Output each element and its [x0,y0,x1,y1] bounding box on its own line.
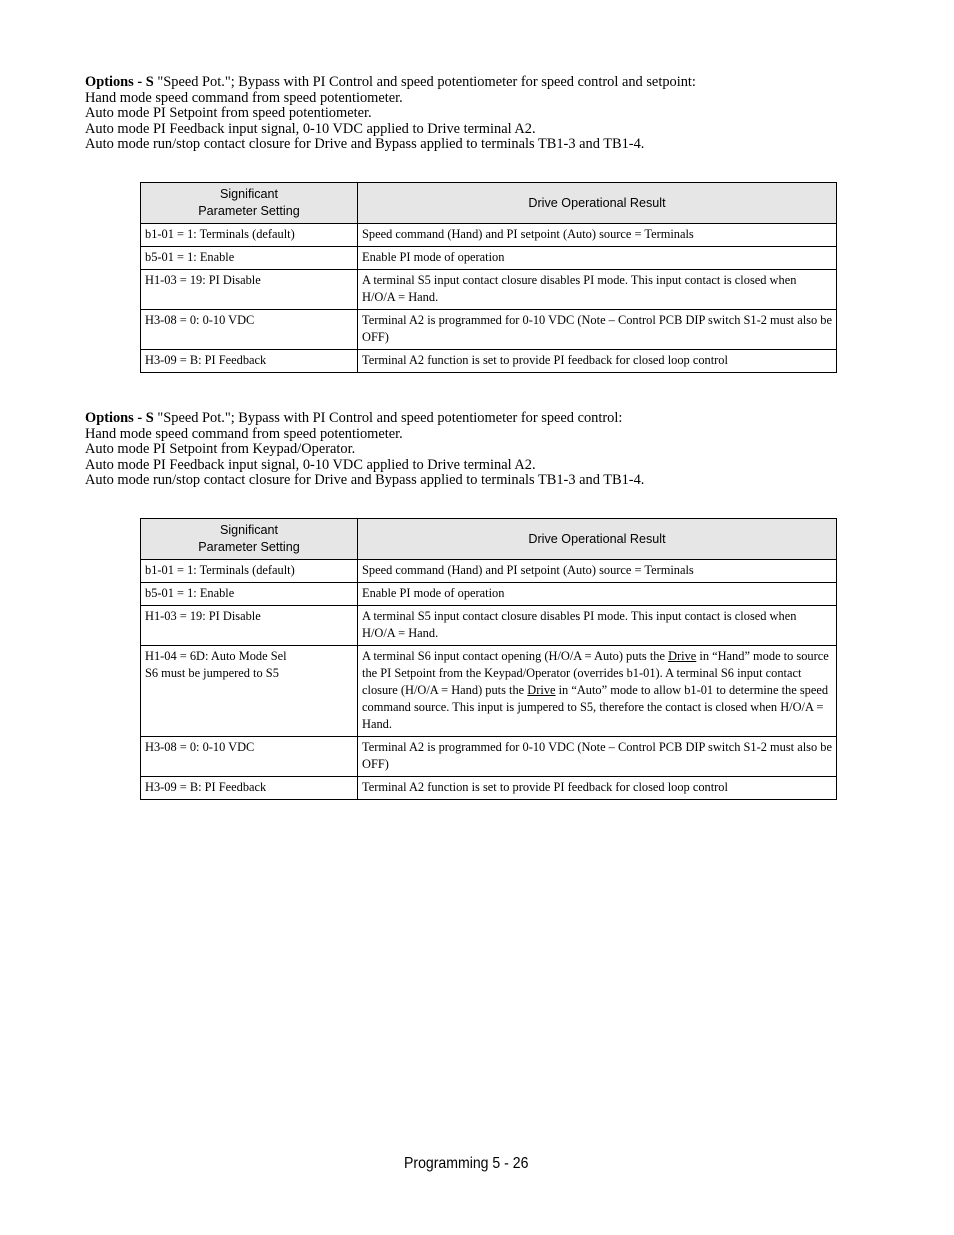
param-cell: b1-01 = 1: Terminals (default) [141,224,358,247]
drive-underlined-term: Drive [668,649,697,663]
section2-heading-text: "Speed Pot."; Bypass with PI Control and speed potentiometer for speed control: [153,410,623,426]
header-param-line1: Significant [219,187,279,201]
section1-line: Auto mode PI Feedback input signal, 0-10 VDC applied to Drive terminal A2. [85,120,536,137]
param-cell: H3-09 = B: PI Feedback [141,350,358,373]
table-row [141,777,837,800]
table-row [141,350,837,373]
section2-parameter-table [140,518,837,800]
section2-intro [85,411,865,489]
table-row [141,606,837,646]
result-text: in “Auto” mode to allow b1-01 to determine the speed command source. This input is jumpered to S5, therefore the contact is closed when H/O/A = Hand. [362,683,829,731]
header-drive-result: Drive Operational Result [358,183,837,224]
result-cell: A terminal S5 input contact closure disables PI mode. This input contact is closed when H/O/A = Hand. [358,606,837,646]
param-cell: b1-01 = 1: Terminals (default) [141,560,358,583]
result-cell: Enable PI mode of operation [358,583,837,606]
table-row [141,583,837,606]
section2-heading [85,411,865,427]
table-row [141,270,837,310]
result-cell: Terminal A2 function is set to provide PI feedback for closed loop control [358,777,837,800]
result-cell [358,646,837,737]
table-row [141,560,837,583]
section1-line: Hand mode speed command from speed potentiometer. [85,89,403,106]
section2-line: Hand mode speed command from speed potentiometer. [85,425,403,442]
param-cell: H3-08 = 0: 0-10 VDC [141,310,358,350]
result-text: in “Hand” mode to source the PI Setpoint from the Keypad/Operator (overrides b1-01). A terminal S6 input contact closure (H/O/A = Hand) puts the [362,649,829,697]
param-cell [141,646,358,737]
section1-heading [85,75,865,91]
section2-line: Auto mode PI Setpoint from Keypad/Operator. [85,441,356,457]
section1-line: Auto mode run/stop contact closure for Drive and Bypass applied to terminals TB1-3 and TB1-4. [85,136,645,152]
result-cell: Terminal A2 is programmed for 0-10 VDC (Note – Control PCB DIP switch S1-2 must also be OFF) [358,737,837,777]
table-header-row [141,519,837,560]
param-cell: H3-08 = 0: 0-10 VDC [141,737,358,777]
table-row [141,646,837,737]
table-row [141,247,837,270]
drive-underlined-term: Drive [527,683,556,697]
page-footer: Programming 5 - 26 [404,1155,529,1172]
result-cell: Speed command (Hand) and PI setpoint (Auto) source = Terminals [358,560,837,583]
param-cell: b5-01 = 1: Enable [141,247,358,270]
param-line: H1-04 = 6D: Auto Mode Sel [145,649,287,663]
header-drive-result: Drive Operational Result [358,519,837,560]
table-header-row [141,183,837,224]
result-cell: Enable PI mode of operation [358,247,837,270]
section1-parameter-table [140,182,837,373]
section2-heading-bold: Options - S [85,410,154,426]
header-parameter-setting [141,183,358,224]
param-cell: H1-03 = 19: PI Disable [141,270,358,310]
result-cell: A terminal S5 input contact closure disables PI mode. This input contact is closed when H/O/A = Hand. [358,270,837,310]
param-line: S6 must be jumpered to S5 [145,666,279,680]
result-cell: Terminal A2 function is set to provide PI feedback for closed loop control [358,350,837,373]
header-param-line2: Parameter Setting [198,204,300,218]
section1-intro [85,75,865,153]
result-cell: Speed command (Hand) and PI setpoint (Auto) source = Terminals [358,224,837,247]
param-cell: H1-03 = 19: PI Disable [141,606,358,646]
table-row [141,310,837,350]
section1-heading-bold: Options - S [85,74,154,90]
section1-line: Auto mode PI Setpoint from speed potentiometer. [85,105,372,121]
header-param-line2: Parameter Setting [198,540,300,554]
param-cell: b5-01 = 1: Enable [141,583,358,606]
result-text: A terminal S6 input contact opening (H/O/A = Auto) puts the [362,649,669,663]
section2-line: Auto mode PI Feedback input signal, 0-10 VDC applied to Drive terminal A2. [85,456,536,473]
section2-line: Auto mode run/stop contact closure for Drive and Bypass applied to terminals TB1-3 and TB1-4. [85,472,645,488]
header-parameter-setting [141,519,358,560]
result-cell: Terminal A2 is programmed for 0-10 VDC (Note – Control PCB DIP switch S1-2 must also be OFF) [358,310,837,350]
table-row [141,224,837,247]
section1-heading-text: "Speed Pot."; Bypass with PI Control and speed potentiometer for speed control and setpoint: [153,74,696,90]
table-row [141,737,837,777]
header-param-line1: Significant [219,523,279,537]
param-cell: H3-09 = B: PI Feedback [141,777,358,800]
